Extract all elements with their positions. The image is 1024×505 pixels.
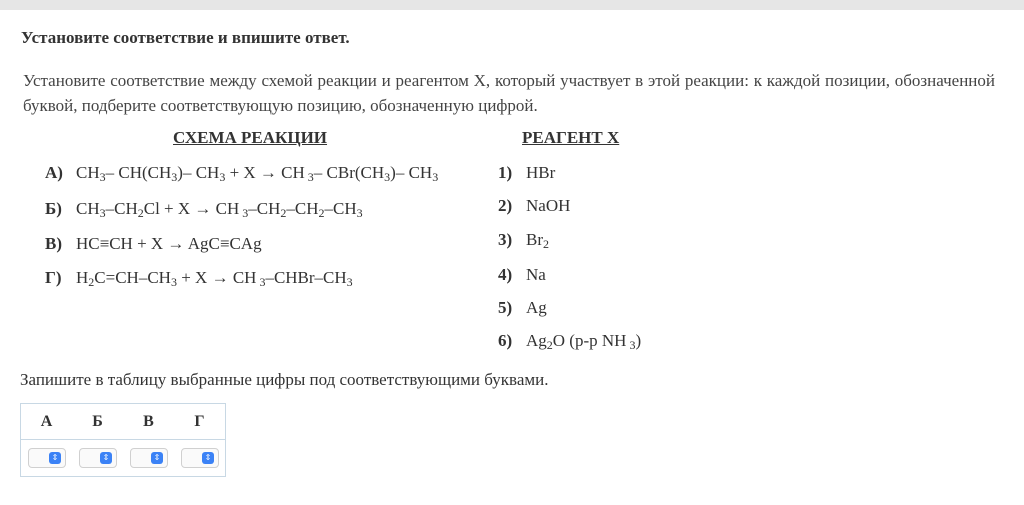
scheme-formula: $H_2C=CH-CH_3 + X$ → CH $_3-CHBr-CH_3$ — [76, 268, 353, 289]
scheme-formula: $CH_3-CH_2Cl + X$ → CH $_3-CH_2-CH_2-CH_3$ — [76, 199, 363, 220]
answer-header-b: Б — [92, 413, 103, 430]
answer-table-divider — [21, 439, 225, 440]
question-text: Установите соответствие между схемой реакции и реагентом X, который участвует в этой реакции: к каждой позиции, обозначенной буквой, подберите соответствующую позицию, обозначенную цифрой. — [23, 71, 995, 115]
task-heading: Установите соответствие и впишите ответ. — [21, 28, 350, 47]
answer-header-g: Г — [194, 413, 205, 430]
reagent-formula: Na — [526, 265, 546, 284]
scheme-letter: Г) — [45, 268, 62, 287]
reagent-formula: HBr — [526, 163, 556, 182]
scheme-formula: $CH_3-$ $CH(CH_3)-$ $CH_3 + X$ → CH $_3$– $CBr(CH_3)-$ $CH_3$ — [76, 163, 439, 184]
answer-select-v[interactable] — [130, 448, 168, 468]
select-arrow-icon: ⇕ — [100, 452, 112, 464]
scheme-letter: Б) — [45, 199, 62, 218]
reagent-column-title: РЕАГЕНТ X — [522, 128, 620, 147]
answer-select-b[interactable] — [79, 448, 117, 468]
scheme-column-title: СХЕМА РЕАКЦИИ — [173, 128, 328, 147]
reagent-number: 1) — [498, 163, 513, 182]
reagent-formula: $Ag_2O$ (р-р NH $_3$) — [526, 331, 642, 352]
select-arrow-icon: ⇕ — [151, 452, 163, 464]
reagent-number: 2) — [498, 196, 513, 215]
reagent-formula: NaOH — [526, 196, 571, 215]
answer-select-a[interactable] — [28, 448, 66, 468]
reagent-formula: Ag — [526, 298, 547, 317]
reagent-formula: $Br_2$ — [526, 230, 549, 251]
reagent-number: 5) — [498, 298, 513, 317]
scheme-letter: В) — [45, 234, 62, 253]
scheme-letter: А) — [45, 163, 63, 182]
answer-select-g[interactable] — [181, 448, 219, 468]
reagent-number: 6) — [498, 331, 513, 350]
answer-table — [20, 403, 226, 477]
answer-header-v: В — [143, 413, 154, 430]
scheme-formula: HC≡CH + X → AgC≡CAg — [76, 234, 262, 253]
select-arrow-icon: ⇕ — [49, 452, 61, 464]
answer-instruction: Запишите в таблицу выбранные цифры под соответствующими буквами. — [20, 370, 549, 389]
reagent-number: 3) — [498, 230, 513, 249]
select-arrow-icon: ⇕ — [202, 452, 214, 464]
reagent-number: 4) — [498, 265, 513, 284]
top-bar — [0, 0, 1024, 10]
answer-header-a: А — [40, 413, 53, 430]
